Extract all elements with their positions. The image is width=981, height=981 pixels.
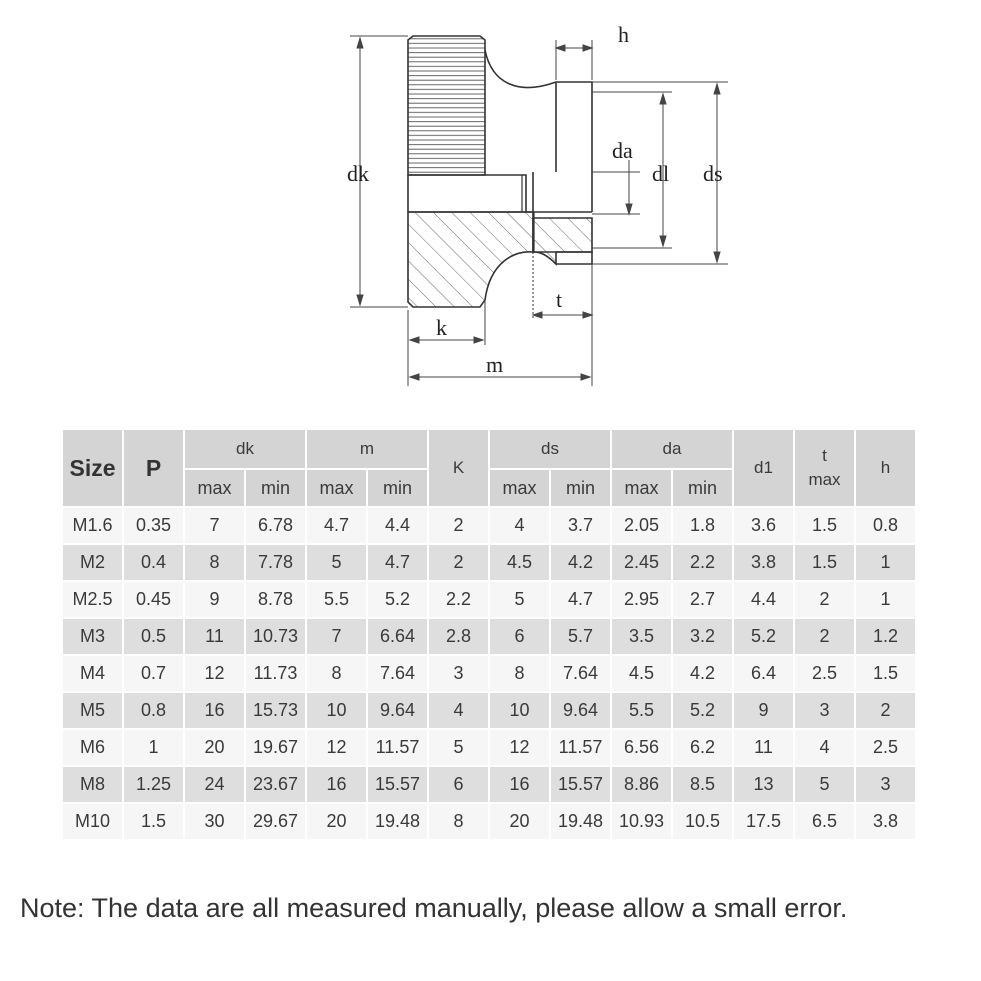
- header-dk-min: min: [246, 470, 305, 506]
- cell: 2.2: [673, 545, 732, 580]
- cell: 4.2: [673, 656, 732, 691]
- cell: 6.5: [795, 804, 854, 839]
- cell: 30: [185, 804, 244, 839]
- table-row: [63, 582, 915, 617]
- cell: 3.8: [734, 545, 793, 580]
- cell: 3.6: [734, 508, 793, 543]
- cell: 6.56: [612, 730, 671, 765]
- cell: 16: [185, 693, 244, 728]
- section-lower: [408, 212, 592, 307]
- cell: 5: [490, 582, 549, 617]
- cell: 15.57: [368, 767, 427, 802]
- cell: 8.5: [673, 767, 732, 802]
- cell: 8: [307, 656, 366, 691]
- cell: 6.4: [734, 656, 793, 691]
- header-m-max: max: [307, 470, 366, 506]
- cell: 11: [185, 619, 244, 654]
- cell: 3: [856, 767, 915, 802]
- dim-da: [592, 160, 640, 214]
- header-h: h: [856, 430, 915, 506]
- cell: 17.5: [734, 804, 793, 839]
- label-dk: dk: [347, 161, 369, 186]
- cell: 2.5: [795, 656, 854, 691]
- cell: 5: [795, 767, 854, 802]
- cell: 9: [185, 582, 244, 617]
- cell: 2.05: [612, 508, 671, 543]
- header-t: [795, 430, 854, 506]
- table-row: [63, 656, 915, 691]
- table-row: [63, 619, 915, 654]
- cell: 8: [490, 656, 549, 691]
- cell: 2.7: [673, 582, 732, 617]
- table-row: [63, 693, 915, 728]
- cell: 2.2: [429, 582, 488, 617]
- cell: M10: [63, 804, 122, 839]
- cell: 7.78: [246, 545, 305, 580]
- cell: 20: [307, 804, 366, 839]
- cell: 13: [734, 767, 793, 802]
- cell: 3.2: [673, 619, 732, 654]
- cell: 8: [429, 804, 488, 839]
- cell: 4.5: [612, 656, 671, 691]
- cell: 5.5: [307, 582, 366, 617]
- cell: 1.5: [795, 545, 854, 580]
- cell: 5: [429, 730, 488, 765]
- cell: 4.7: [307, 508, 366, 543]
- spec-table: [61, 428, 917, 841]
- cell: 1: [856, 582, 915, 617]
- cell: 10.5: [673, 804, 732, 839]
- concave-curve-upper: [485, 50, 556, 87]
- cell: 16: [490, 767, 549, 802]
- cell: 5: [307, 545, 366, 580]
- cell: 8: [185, 545, 244, 580]
- knurled-nut-diagram: [0, 0, 981, 410]
- cell: 3.7: [551, 508, 610, 543]
- cell: 29.67: [246, 804, 305, 839]
- cell: 2.8: [429, 619, 488, 654]
- header-t-sub: max: [808, 470, 841, 489]
- cell: 4: [490, 508, 549, 543]
- cell: 10: [490, 693, 549, 728]
- cell: 23.67: [246, 767, 305, 802]
- cell: 1.2: [856, 619, 915, 654]
- cell: 10.73: [246, 619, 305, 654]
- cell: M5: [63, 693, 122, 728]
- cell: 7: [185, 508, 244, 543]
- cell: 11: [734, 730, 793, 765]
- cell: 15.73: [246, 693, 305, 728]
- cell: 9.64: [368, 693, 427, 728]
- cell: 20: [490, 804, 549, 839]
- cell: 24: [185, 767, 244, 802]
- cell: 10.93: [612, 804, 671, 839]
- cell: M8: [63, 767, 122, 802]
- cell: 1.5: [795, 508, 854, 543]
- cell: M4: [63, 656, 122, 691]
- cell: 5.5: [612, 693, 671, 728]
- cell: 2: [795, 619, 854, 654]
- header-k: K: [429, 430, 488, 506]
- header-ds-min: min: [551, 470, 610, 506]
- label-ds: ds: [703, 161, 723, 186]
- header-m-min: min: [368, 470, 427, 506]
- cell: 1.8: [673, 508, 732, 543]
- cell: 2.5: [856, 730, 915, 765]
- cell: 4.4: [734, 582, 793, 617]
- cell: 12: [490, 730, 549, 765]
- cell: 2: [856, 693, 915, 728]
- cell: 12: [307, 730, 366, 765]
- cell: 0.8: [124, 693, 183, 728]
- label-da: da: [612, 138, 633, 163]
- dim-t: [533, 264, 592, 322]
- cell: 5.2: [368, 582, 427, 617]
- cell: 0.35: [124, 508, 183, 543]
- cell: M6: [63, 730, 122, 765]
- cell: 19.48: [551, 804, 610, 839]
- cell: 3: [795, 693, 854, 728]
- cell: 2: [429, 508, 488, 543]
- cell: M2.5: [63, 582, 122, 617]
- table-row: [63, 804, 915, 839]
- flange-outline: [408, 172, 533, 212]
- cell: 1: [124, 730, 183, 765]
- cell: 1.5: [124, 804, 183, 839]
- table-row: [63, 508, 915, 543]
- cell: M2: [63, 545, 122, 580]
- cell: 11.57: [551, 730, 610, 765]
- note-text: Note: The data are all measured manually, please allow a small error.: [20, 893, 848, 923]
- cell: 4.4: [368, 508, 427, 543]
- header-dk-max: max: [185, 470, 244, 506]
- label-h: h: [618, 22, 629, 47]
- cell: 5.2: [734, 619, 793, 654]
- cell: 9.64: [551, 693, 610, 728]
- cell: 10: [307, 693, 366, 728]
- header-p: P: [124, 430, 183, 506]
- cell: 0.45: [124, 582, 183, 617]
- cell: 19.67: [246, 730, 305, 765]
- cell: 16: [307, 767, 366, 802]
- cell: 3: [429, 656, 488, 691]
- cell: M3: [63, 619, 122, 654]
- cell: 1.25: [124, 767, 183, 802]
- cell: 8.86: [612, 767, 671, 802]
- label-t: t: [556, 287, 563, 312]
- header-size: Size: [63, 430, 122, 506]
- header-da: da: [612, 430, 732, 468]
- cell: 4: [795, 730, 854, 765]
- cell: 5.2: [673, 693, 732, 728]
- cell: 2: [429, 545, 488, 580]
- cell: 3.8: [856, 804, 915, 839]
- knurled-head-upper: [408, 36, 485, 175]
- header-d1: d1: [734, 430, 793, 506]
- cell: 6.64: [368, 619, 427, 654]
- cell: 6: [429, 767, 488, 802]
- cell: 0.4: [124, 545, 183, 580]
- cell: 12: [185, 656, 244, 691]
- cell: 6: [490, 619, 549, 654]
- header-t-label: t: [822, 446, 827, 465]
- table-row: [63, 730, 915, 765]
- cell: 7.64: [368, 656, 427, 691]
- cell: 1.5: [856, 656, 915, 691]
- cell: 0.7: [124, 656, 183, 691]
- cell: 19.48: [368, 804, 427, 839]
- cell: 6.2: [673, 730, 732, 765]
- header-ds: ds: [490, 430, 610, 468]
- label-m: m: [486, 352, 504, 377]
- cell: 8.78: [246, 582, 305, 617]
- cell: 2.45: [612, 545, 671, 580]
- cell: 5.7: [551, 619, 610, 654]
- cell: 3.5: [612, 619, 671, 654]
- header-da-max: max: [612, 470, 671, 506]
- label-d1: dl: [652, 161, 670, 186]
- cell: 11.57: [368, 730, 427, 765]
- cell: 4: [429, 693, 488, 728]
- cell: 15.57: [551, 767, 610, 802]
- cell: 2.95: [612, 582, 671, 617]
- table-row: [63, 767, 915, 802]
- header-dk: dk: [185, 430, 305, 468]
- header-m: m: [307, 430, 427, 468]
- cell: 7.64: [551, 656, 610, 691]
- shaft-upper: [556, 82, 592, 212]
- cell: M1.6: [63, 508, 122, 543]
- cell: 2: [795, 582, 854, 617]
- cell: 9: [734, 693, 793, 728]
- label-k: k: [436, 315, 447, 340]
- dim-h: [556, 40, 592, 80]
- cell: 4.2: [551, 545, 610, 580]
- cell: 20: [185, 730, 244, 765]
- cell: 7: [307, 619, 366, 654]
- cell: 11.73: [246, 656, 305, 691]
- cell: 4.7: [368, 545, 427, 580]
- header-ds-max: max: [490, 470, 549, 506]
- cell: 4.7: [551, 582, 610, 617]
- cell: 0.8: [856, 508, 915, 543]
- table-row: [63, 545, 915, 580]
- header-da-min: min: [673, 470, 732, 506]
- cell: 0.5: [124, 619, 183, 654]
- cell: 4.5: [490, 545, 549, 580]
- cell: 1: [856, 545, 915, 580]
- dim-k: [408, 300, 485, 386]
- cell: 6.78: [246, 508, 305, 543]
